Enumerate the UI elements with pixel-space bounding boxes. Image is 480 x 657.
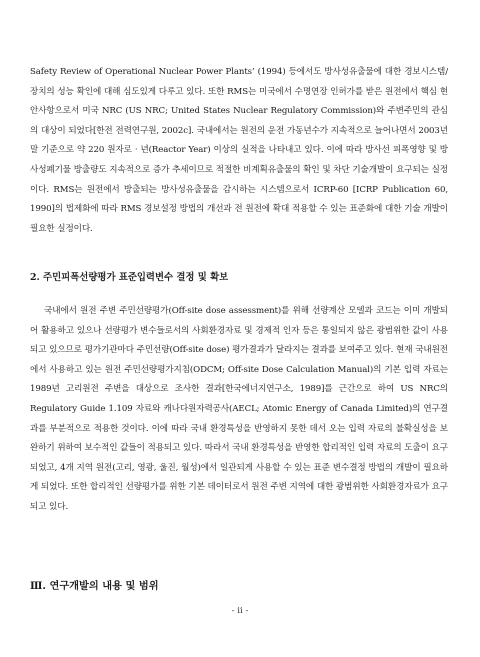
intro-paragraph: Safety Review of Operational Nuclear Power Plants’ (1994) 등에서도 방사성유출물에 대한 경보시스템/장치의 성능 확인에 대해 심도있게 다루고 있다. 또한 RMS는 미국에서 수명연장 인허가를 받은 원전에서 핵심 현안사항으로서 미국 NRC (US NRC; United States Nuclear Regulatory Commission)와 주변주민의 관심의 대상이 되었다[한전 전력연구원, 2002c]. 국내에서는 원전의 운전 가동년수가 지속적으로 늘어나면서 2003년 말 기준으로 약 220 원자로 · 년(Reactor Year) 이상의 실적을 나타내고 있다. 이에 따라 방사선 피폭영향 및 방사성폐기물 방출량도 지속적으로 증가 추세이므로 적절한 비계획유출물의 확인 및 차단 기술개발이 요구되는 실정이다. RMS는 원전에서 방출되는 방사성유출물을 감시하는 시스템으로서 ICRP-60 [ICRP Publication 60, 1990]의 법제화에 따라 RMS 경보설정 방법의 개선과 전 원전에 확대 적용할 수 있는 표준화에 대한 기술 개발이 필요한 실정이다. — [30, 67, 448, 234]
page-number: - ii - — [231, 606, 249, 616]
section-2-paragraph: 국내에서 원전 주변 주민선량평가(Off-site dose assessment)를 위해 선량계산 모델과 코드는 이미 개발되어 활용하고 있으나 선량평가 변수들로서의 사회환경자료 및 경제적 인자 등은 통일되지 않은 광범위한 값이 사용되고 있으므로 평가기관마다 주민선량(Off-site dose) 평가결과가 달라지는 결과를 보여주고 있다. 현재 국내원전에서 사용하고 있는 원전 주민선량평가지침(ODCM; Off-site Dose Calculation Manual)의 기본 입력 자료는 1989년 고리원전 주변을 대상으로 조사한 결과[한국에너지연구소, 1989]를 근간으로 하여 US NRC의 Regulatory Guide 1.109 자료와 캐나다원자력공사(AECL; Atomic Energy of Canada Limited)의 연구결과를 부분적으로 적용한 것이다. 이에 따라 국내 환경특성을 반영하지 못한 데서 오는 입력 자료의 불확실성을 보완하기 위하여 보수적인 값들이 적용되고 있다. 따라서 국내 환경특성을 반영한 합리적인 입력 자료의 도출이 요구되었고, 4개 지역 원전(고리, 영광, 울진, 월성)에서 일관되게 사용할 수 있는 표준 변수결정 방법의 개발이 필요하게 되었다. 또한 합리적인 선량평가를 위한 기본 데이터로서 원전 주변 지역에 대한 광범위한 사회환경자료가 요구되고 있다. — [30, 306, 449, 512]
section-3-heading: Ⅲ. 연구개발의 내용 및 범위 — [30, 580, 159, 592]
section-2-heading: 2. 주민피폭선량평가 표준입력변수 결정 및 확보 — [30, 272, 229, 283]
